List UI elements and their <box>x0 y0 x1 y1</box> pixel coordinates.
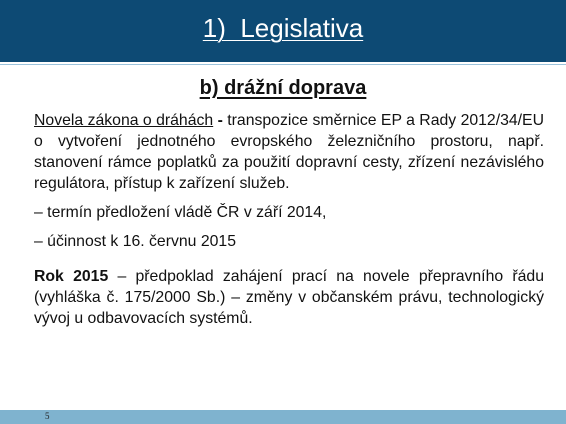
rok-lead: Rok 2015 <box>34 268 109 285</box>
rok-body: – předpoklad zahájení prací na novele přepravního řádu (vyhláška č. 175/2000 Sb.) – změny v občanském právu, technologický vývoj u odbavovacích systémů. <box>34 268 545 327</box>
paragraph-rok-2015 <box>34 266 544 329</box>
slide-subtitle: b) drážní doprava <box>199 77 367 99</box>
novela-body: transpozice směrnice EP a Rady 2012/34/EU o vytvoření jednotného evropského železničního prostoru, např. stanovení rámce poplatků za použití dopravní cesty, zřízení nezávislého regulátora, přístup k zařízení služeb. <box>34 112 544 192</box>
bullet-deadline: – termín předložení vládě ČR v září 2014, <box>34 204 327 221</box>
header-divider-accent <box>0 64 566 65</box>
paragraph-novela <box>34 110 544 194</box>
slide-title: 1) Legislativa <box>202 13 364 43</box>
page-number: 5 <box>45 411 50 421</box>
footer-bar <box>0 410 566 424</box>
slide-content <box>34 110 544 329</box>
slide-header <box>0 0 566 62</box>
novela-dash: - <box>217 112 223 129</box>
bullet-effective: – účinnost k 16. červnu 2015 <box>34 233 236 250</box>
novela-link-text: Novela zákona o dráhách <box>34 112 214 129</box>
